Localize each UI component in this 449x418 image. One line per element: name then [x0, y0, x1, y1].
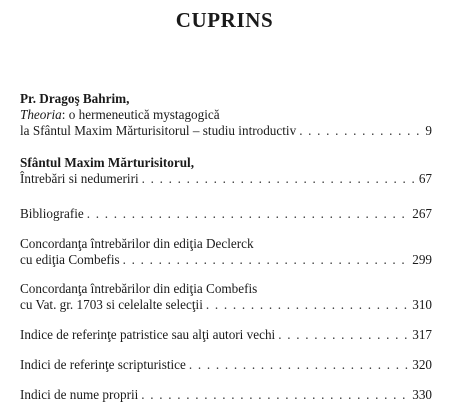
entry-author: Pr. Dragoş Bahrim,	[20, 91, 130, 106]
toc-entry-proper-names-index[interactable]	[20, 387, 432, 403]
entry-page-number: 299	[412, 252, 432, 267]
entry-title: Indice de referinţe patristice sau alţi autori vechi	[20, 327, 276, 342]
page-title: CUPRINS	[175, 8, 274, 32]
toc-entry-introductory-study[interactable]	[20, 91, 432, 139]
toc-entry-concordance-combefis[interactable]	[20, 281, 432, 313]
dot-leader	[189, 357, 409, 373]
dot-leader	[142, 171, 416, 187]
entry-leader-line	[20, 206, 432, 222]
entry-title-line-2: la Sfântul Maxim Mărturisitorul – studiu introductiv	[20, 123, 297, 138]
entry-page-number: 330	[412, 387, 432, 402]
dot-leader	[278, 327, 409, 343]
toc-entry-concordance-declerck[interactable]	[20, 236, 432, 268]
entry-title: Concordanţa întrebărilor din ediţia Declerck	[20, 236, 254, 251]
toc-entry-patristic-index[interactable]	[20, 327, 432, 343]
entry-leader-line	[20, 123, 432, 139]
entry-leader-line	[20, 171, 432, 187]
entry-leader-line	[20, 252, 432, 268]
entry-page-number: 67	[418, 171, 432, 186]
dot-leader	[141, 387, 409, 403]
entry-leader-line	[20, 357, 432, 373]
toc-entry-bibliography[interactable]	[20, 206, 432, 222]
dot-leader	[123, 252, 410, 268]
dot-leader	[299, 123, 422, 139]
entry-page-number: 320	[412, 357, 432, 372]
entry-title: Întrebări si nedumeriri	[20, 171, 139, 186]
entry-author: Sfântul Maxim Mărturisitorul,	[20, 155, 194, 170]
entry-title-line	[20, 107, 432, 123]
entry-page-number: 9	[425, 123, 432, 138]
entry-title: Indici de referinţe scripturistice	[20, 357, 186, 372]
toc-entry-questions[interactable]	[20, 155, 432, 187]
entry-page-number: 317	[412, 327, 432, 342]
entry-leader-line	[20, 297, 432, 313]
entry-title: Bibliografie	[20, 206, 84, 221]
entry-title-rest: : o hermeneutică mystagogică	[61, 107, 220, 122]
entry-leader-line	[20, 327, 432, 343]
entry-title-line-2: cu Vat. gr. 1703 si celelalte selecţii	[20, 297, 203, 312]
entry-title: Concordanţa întrebărilor din ediţia Combefis	[20, 281, 258, 296]
entry-page-number: 310	[412, 297, 432, 312]
entry-page-number: 267	[412, 206, 432, 221]
entry-title-italic: Theoria	[20, 107, 62, 122]
entry-leader-line	[20, 387, 432, 403]
entry-title-line-2: cu ediţia Combefis	[20, 252, 120, 267]
dot-leader	[87, 206, 409, 222]
dot-leader	[206, 297, 409, 313]
toc-entry-scripture-index[interactable]	[20, 357, 432, 373]
entry-title: Indici de nume proprii	[20, 387, 139, 402]
